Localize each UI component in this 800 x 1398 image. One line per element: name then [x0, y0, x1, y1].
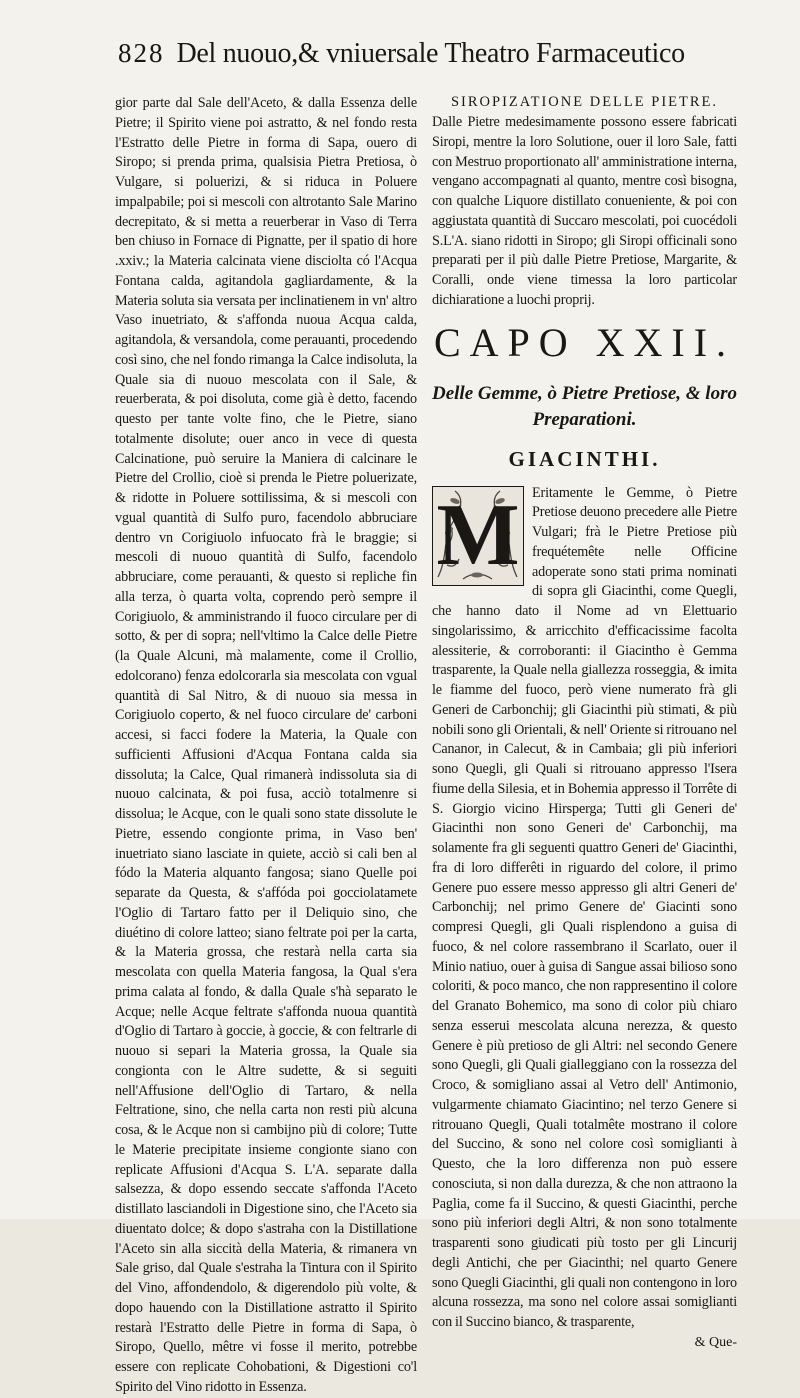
running-title: Del nuouo,& vniuersale Theatro Farmaceutico [176, 38, 685, 69]
entry-text: Eritamente le Gemme, ò Pietre Pretiose deuono precedere alle Pietre Vulgari; frà le Pietre Pretiose più frequétemête nelle Officine adoperate sono stati prima nominati di sopra gli Giacinthi, come Quegli, che hanno dato il Nome ad vn Elettuario singolarissimo, & arricchito d'efficacissime facolta alessiterie, & corroboranti: il Giacintho è Gemma trasparente, la Quale nella giallezza rosseggia, & imita le fiamme del fuoco, però viene numerato frà gli Generi de Carbonchij; gli Giacinthi più stimati, & più nobili sono gli Orientali, & nell' Oriente si ritrouano nel Cananor, in Calecut, & in Cambaia; gli più inferiori sono Quegli, gli Quali si ritrouano appresso l'Isera fiume della Silesia, et in Bohemia appresso il Torrête di S. Giorgio vicino Hirsperga; Tutti gli Generi de' Giacinthi non sono Generi de' Carbonchij, ma solamente fra gli seguenti quattro Generi de' Giacinthi, fra di loro differêti in riguardo del colore, il primo Genere puo essere messo appresso gli altri Generi de' Carbonchij; nel primo Genere de' Giacinti sono compresi Quegli, gli Quali risplendono a guisa di fuoco, & nel colore rassembrano il Scarlato, ouer il Minio natiuo, ouer à guisa di Sangue assai bilioso sono coloriti, & poco manco, che non rappresentino il colore del Granato Bohemico, ma sono di color più chiaro senza esserui mescolata alcuna nerezza, & questo Genere è più pretioso de gli Altri: nel secondo Genere sono Quegli, gli Quali gialleggiano con la rossezza del Croco, & somigliano assai al Vetro dell' Antimonio, vulgarmente chiamato Giacintino; nel terzo Genere si ritrouano Quegli, Quali totalmête mostrano il colore del Succino, & sono nel colore così somiglianti à Questo, che la loro differenza non può essere conosciuta, si non dalla durezza, & che non attraono la Paglia, come fa il Succino, & questi Giacinthi, perche sono più inferiori degli Altri, & non sono totalmente trasparenti sono giudicati più tosto per gli Lincurij degli Antichi, che per Giacinthi; nel quarto Genere sono Quegli Giacinthi, gli quali non contengono in loro alcuna rossezza, ma sono nel colore assai somiglianti con il Succino bianco, & trasparente, [432, 484, 737, 1330]
page-header [118, 38, 748, 78]
left-column-text: gior parte dal Sale dell'Aceto, & dalla Essenza delle Pietre; il Spirito viene poi astratto, & nel fondo resta l'Estratto delle Pietre in forma di Sapa, ouero di Siropo; si prenda prima, qualsisia Pietra Pretiosa, ò Vulgare, si poluerizi, & si riduca in Poluere impalpabile; poi si mescoli con altrotanto Sale Marino decrepitato, & si metta a reuerberar in Vaso di Terra ben chiuso in Fornace di Pignatte, per il spatio di hore .xxiv.; la Materia calcinata viene disciolta có l'Acqua Fontana calda, agitandola gagliardamente, & la Materia soluta sia versata per inclinatienem in vn' altro Vaso inuetriato, & s'affonda nuoua Acqua calda, agitandola, & versandola, come perauanti, procedendo così sino, che nel fondo rimanga la Calce indisoluta, la Quale sia di nuouo mescolata con il Sale, & reuerberata, & poi disoluta, come già è detto, facendo questo per tante volte fino, che le Pietre, siano totalmente disolute; ouer anco in vece di questa Calcinatione, può seruire la Maniera di calcinare le Pietre del Crollio, cioè si prenda le Pietre poluerizate, & ridotte in Poluere sottilissima, & si mescoli con vgual quantità di Sulfo puro, facendolo abbruciare dentro vn Corigiuolo infuocato frà le braggie; si mescoli di nuouo quantità di Sulfo, facendolo abbruciare, come perauanti, & questo si repliche fin alla terza, ò quarta volta, coprendo però sempre il Corigiuolo, & amministrando il fuoco circulare per di sotto, & per di sopra; nell'vltimo la Calce delle Pietre (la Quale Alcuni, mà malamente, come il Crollio, edolcorano) fenza edolcorarla sia mescolata con vgual quantità di Sal Nitro, & di nuouo sia messa in Corigiuolo coperto, & nel fuoco circulare de' carboni accesi, si facci fodere la Materia, la Quale con sufficienti Affusioni d'Acqua Fontana calda sia dissoluta; la Calce, Qual rimanerà indissoluta sia di nuouo calcinata, & poi fusa, acciò totalmenre si dissolua; le Acque, con le quali sono state dissolute le Pietre, essendo congionte prima, in Vaso ben' inuetriato siano lasciate in quiete, acciò si cali ben al fódo la Materia alquanto fangosa; siano Quelle poi separate da Questa, & s'affóda poi gocciolatamete l'Oglio di Tartaro fatto per il Deliquio sino, che diuétino di colore latteo; siano feltrate poi per la carta, & la Materia grossa, che restarà nella carta sia mescolata con quella Materia fangosa, la Qual s'era prima calata al fondo, & dalla Quale s'hà separato le Acque; nelle Acque feltrate s'affonda nuoua quantità d'Oglio di Tartaro à goccie, à goccie, & con feltrarle di nuouo si separi la Materia grossa, la Quale sia congionta con le Altre sudette, & si seguiti nell'Affusione dell'Oglio di Tartaro, & nella Feltratione, sino, che nella carta non resti più alcuna cosa, & le Acque non si cambijno più di colore; Tutte le Materie precipitate insieme congionte siano con replicate Affusioni d'Acqua S. L'A. separate dalla salsezza, & dopo essendo seccate s'affonda l'Aceto distillato lasciandoli in Digestione sino, che l'Aceto sia diuentato dolce; & dopo s'astraha con la Distillatione l'Aceto sin alla siccità della Materia, & rimanera vn Sale griso, dal Quale s'estraha la Tintura con il Spirito del Vino, affondendolo, & digerendolo più volte, & dopo hauendo con la Distillatione astratto il Spirito restarà l'Estratto delle Pietre in forma di Sapa, ò Siropo, Quello, mêtre vi fosse il merito, potrebbe essere con replicate Cohobationi, & Digestioni co'l Spirito del Vino ridotto in Essenza. [115, 95, 417, 1395]
decorated-initial [432, 486, 524, 586]
left-column [115, 94, 417, 1398]
right-column [432, 94, 737, 1351]
initial-letter: M [436, 486, 520, 584]
section-text: Dalle Pietre medesimamente possono essere fabricati Siropi, mentre la loro Solutione, ouer il loro Sale, fatti con Mestruo proportionato all' amministratione interna, vengano accompagnati al quanto, mentre così bisogna, con qualche Liquore distillato conueniente, & poi con aggiustata quantità di Succaro mescolati, poi cuocédoli S.L'A. siano ridotti in Siropo; gli Siropi officinali sono preparati per il più dalle Pietre Pretiose, Margarite, & Coralli, onde viene timessa la loro particolar dichiaratione a luochi proprij. [432, 114, 737, 308]
entry-paragraph [432, 484, 737, 1333]
catchword: & Que- [694, 1334, 737, 1350]
page-number: 828 [118, 38, 165, 68]
entry-heading: GIACINTHI. [508, 446, 661, 471]
chapter-heading: CAPO XXII. [433, 319, 736, 365]
section-heading: SIROPIZATIONE DELLE PIETRE. [450, 94, 719, 110]
chapter-title: Delle Gemme, ò Pietre Pretiose, & loro Preparationi. [432, 382, 737, 430]
